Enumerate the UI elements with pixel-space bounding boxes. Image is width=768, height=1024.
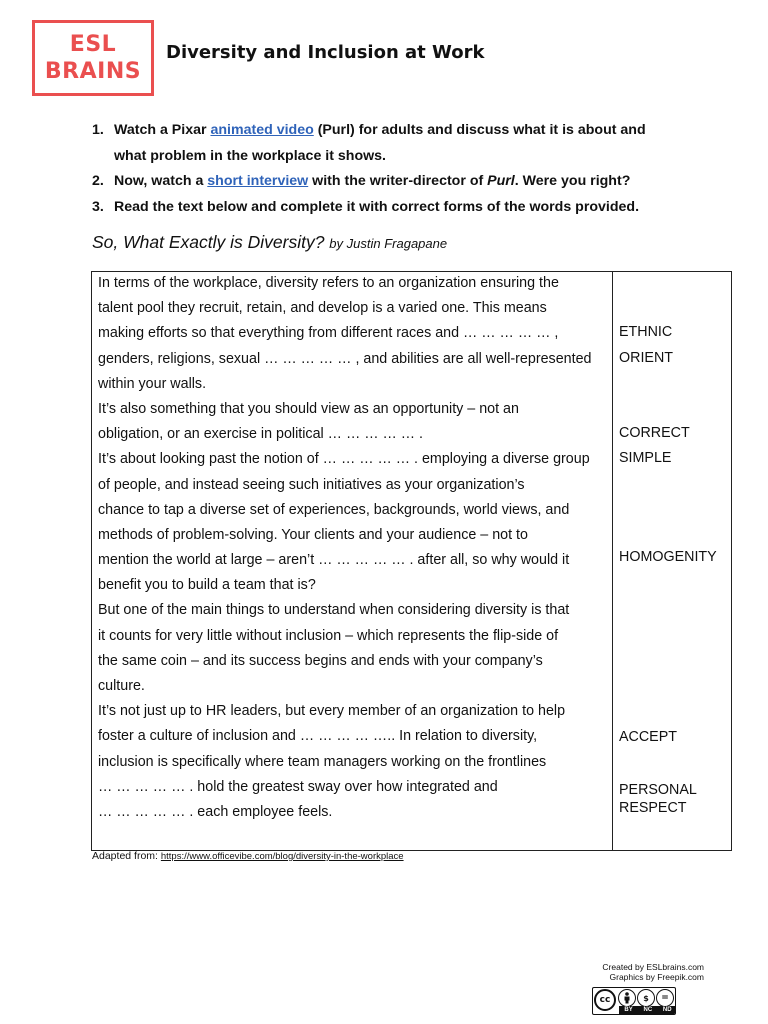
- cc-label: NC: [643, 1007, 653, 1013]
- cc-label: ND: [662, 1007, 672, 1013]
- passage-line: chance to tap a diverse set of experiences, backgrounds, world views, and: [98, 501, 570, 518]
- cc-license-badge: [592, 987, 676, 1015]
- instruction-number: 1.: [92, 122, 104, 138]
- passage-line: foster a culture of inclusion and … … … … ….. In relation to diversity,: [98, 728, 538, 745]
- credit-line: Created by ESLbrains.com: [602, 962, 704, 972]
- logo-line-2: BRAINS: [44, 59, 142, 84]
- passage-line: benefit you to build a team that is?: [98, 577, 316, 594]
- passage-line: genders, religions, sexual … … … … … , and abilities are all well-represented: [98, 350, 592, 367]
- passage-line: … … … … … . each employee feels.: [98, 803, 333, 820]
- cc-label: BY: [624, 1007, 633, 1013]
- article-heading: [92, 232, 447, 253]
- word-item: ETHNIC: [619, 324, 673, 340]
- passage-line: It’s about looking past the notion of … … … … … . employing a diverse group: [98, 451, 590, 468]
- passage-line: … … … … … . hold the greatest sway over how integrated and: [98, 778, 498, 795]
- person-icon: [622, 992, 632, 1004]
- passage-line: mention the world at large – aren’t … … … … … . after all, so why would it: [98, 552, 570, 569]
- word-item: SIMPLE: [619, 450, 672, 466]
- instruction-line: what problem in the workplace it shows.: [114, 147, 386, 164]
- passage-line: culture.: [98, 678, 145, 694]
- passage-line: it counts for very little without inclusion – which represents the flip-side of: [98, 627, 559, 644]
- passage-text: [98, 271, 618, 825]
- instruction-line: [114, 118, 712, 144]
- instruction-text: Watch a Pixar: [114, 122, 211, 138]
- word-item: HOMOGENITY: [619, 549, 717, 565]
- instructions-list: [92, 118, 712, 220]
- instruction-item-3: [92, 195, 712, 221]
- logo-line-1: ESL: [69, 32, 117, 57]
- short-interview-link[interactable]: short interview: [207, 173, 309, 189]
- source-link[interactable]: https://www.officevibe.com/blog/diversity-in-the-workplace: [160, 851, 404, 862]
- word-item: RESPECT: [619, 800, 687, 816]
- passage-line: It’s not just up to HR leaders, but every member of an organization to help: [98, 703, 566, 720]
- instruction-text: Read the text below and complete it with correct forms of the words provided.: [114, 198, 640, 215]
- passage-line: talent pool they recruit, retain, and develop is a varied one. This means: [98, 300, 547, 317]
- word-item: CORRECT: [619, 425, 690, 441]
- passage-line: within your walls.: [98, 375, 207, 392]
- instruction-text: with the writer-director of: [308, 173, 488, 189]
- passage-line: obligation, or an exercise in political … … … … … .: [98, 426, 423, 443]
- passage-line: In terms of the workplace, diversity refers to an organization ensuring the: [98, 275, 559, 291]
- credits: [602, 962, 704, 982]
- word-item: PERSONAL: [619, 782, 697, 798]
- nc-icon: $: [637, 989, 655, 1007]
- source-label: Adapted from:: [92, 850, 158, 862]
- nd-icon: =: [656, 989, 674, 1007]
- passage-line: the same coin – and its success begins and ends with your company’s: [98, 652, 543, 669]
- gap-fill-table: [91, 271, 732, 851]
- film-title: Purl: [487, 173, 515, 189]
- instruction-number: 3.: [92, 198, 104, 215]
- passage-line: methods of problem-solving. Your clients and your audience – not to: [98, 526, 528, 543]
- instruction-item-2: [92, 169, 712, 195]
- article-title: So, What Exactly is Diversity?: [92, 232, 325, 252]
- passage-line: of people, and instead seeing such initiatives as your organization’s: [98, 476, 525, 493]
- animated-video-link[interactable]: animated video: [210, 122, 314, 138]
- passage-line: But one of the main things to understand when considering diversity is that: [98, 602, 570, 619]
- cc-license-labels: [619, 1006, 676, 1014]
- esl-brains-logo: [32, 20, 154, 96]
- source-attribution: [92, 850, 404, 862]
- instruction-text: Now, watch a: [114, 173, 208, 189]
- word-item: ORIENT: [619, 350, 674, 366]
- article-byline: by Justin Fragapane: [329, 236, 448, 251]
- instruction-text: (Purl) for adults and discuss what it is about and: [313, 122, 646, 138]
- instruction-item-1: [92, 118, 712, 169]
- by-icon: [618, 989, 636, 1007]
- instruction-number: 2.: [92, 173, 104, 189]
- instruction-text: . Were you right?: [514, 173, 631, 189]
- passage-line: making efforts so that everything from different races and … … … … … ,: [98, 325, 559, 342]
- credit-line: Graphics by Freepik.com: [609, 972, 704, 982]
- page-title: Diversity and Inclusion at Work: [166, 42, 485, 63]
- word-item: ACCEPT: [619, 729, 677, 745]
- passage-line: It’s also something that you should view as an opportunity – not an: [98, 400, 519, 417]
- cc-icon: cc: [594, 989, 616, 1011]
- passage-line: inclusion is specifically where team managers working on the frontlines: [98, 753, 547, 770]
